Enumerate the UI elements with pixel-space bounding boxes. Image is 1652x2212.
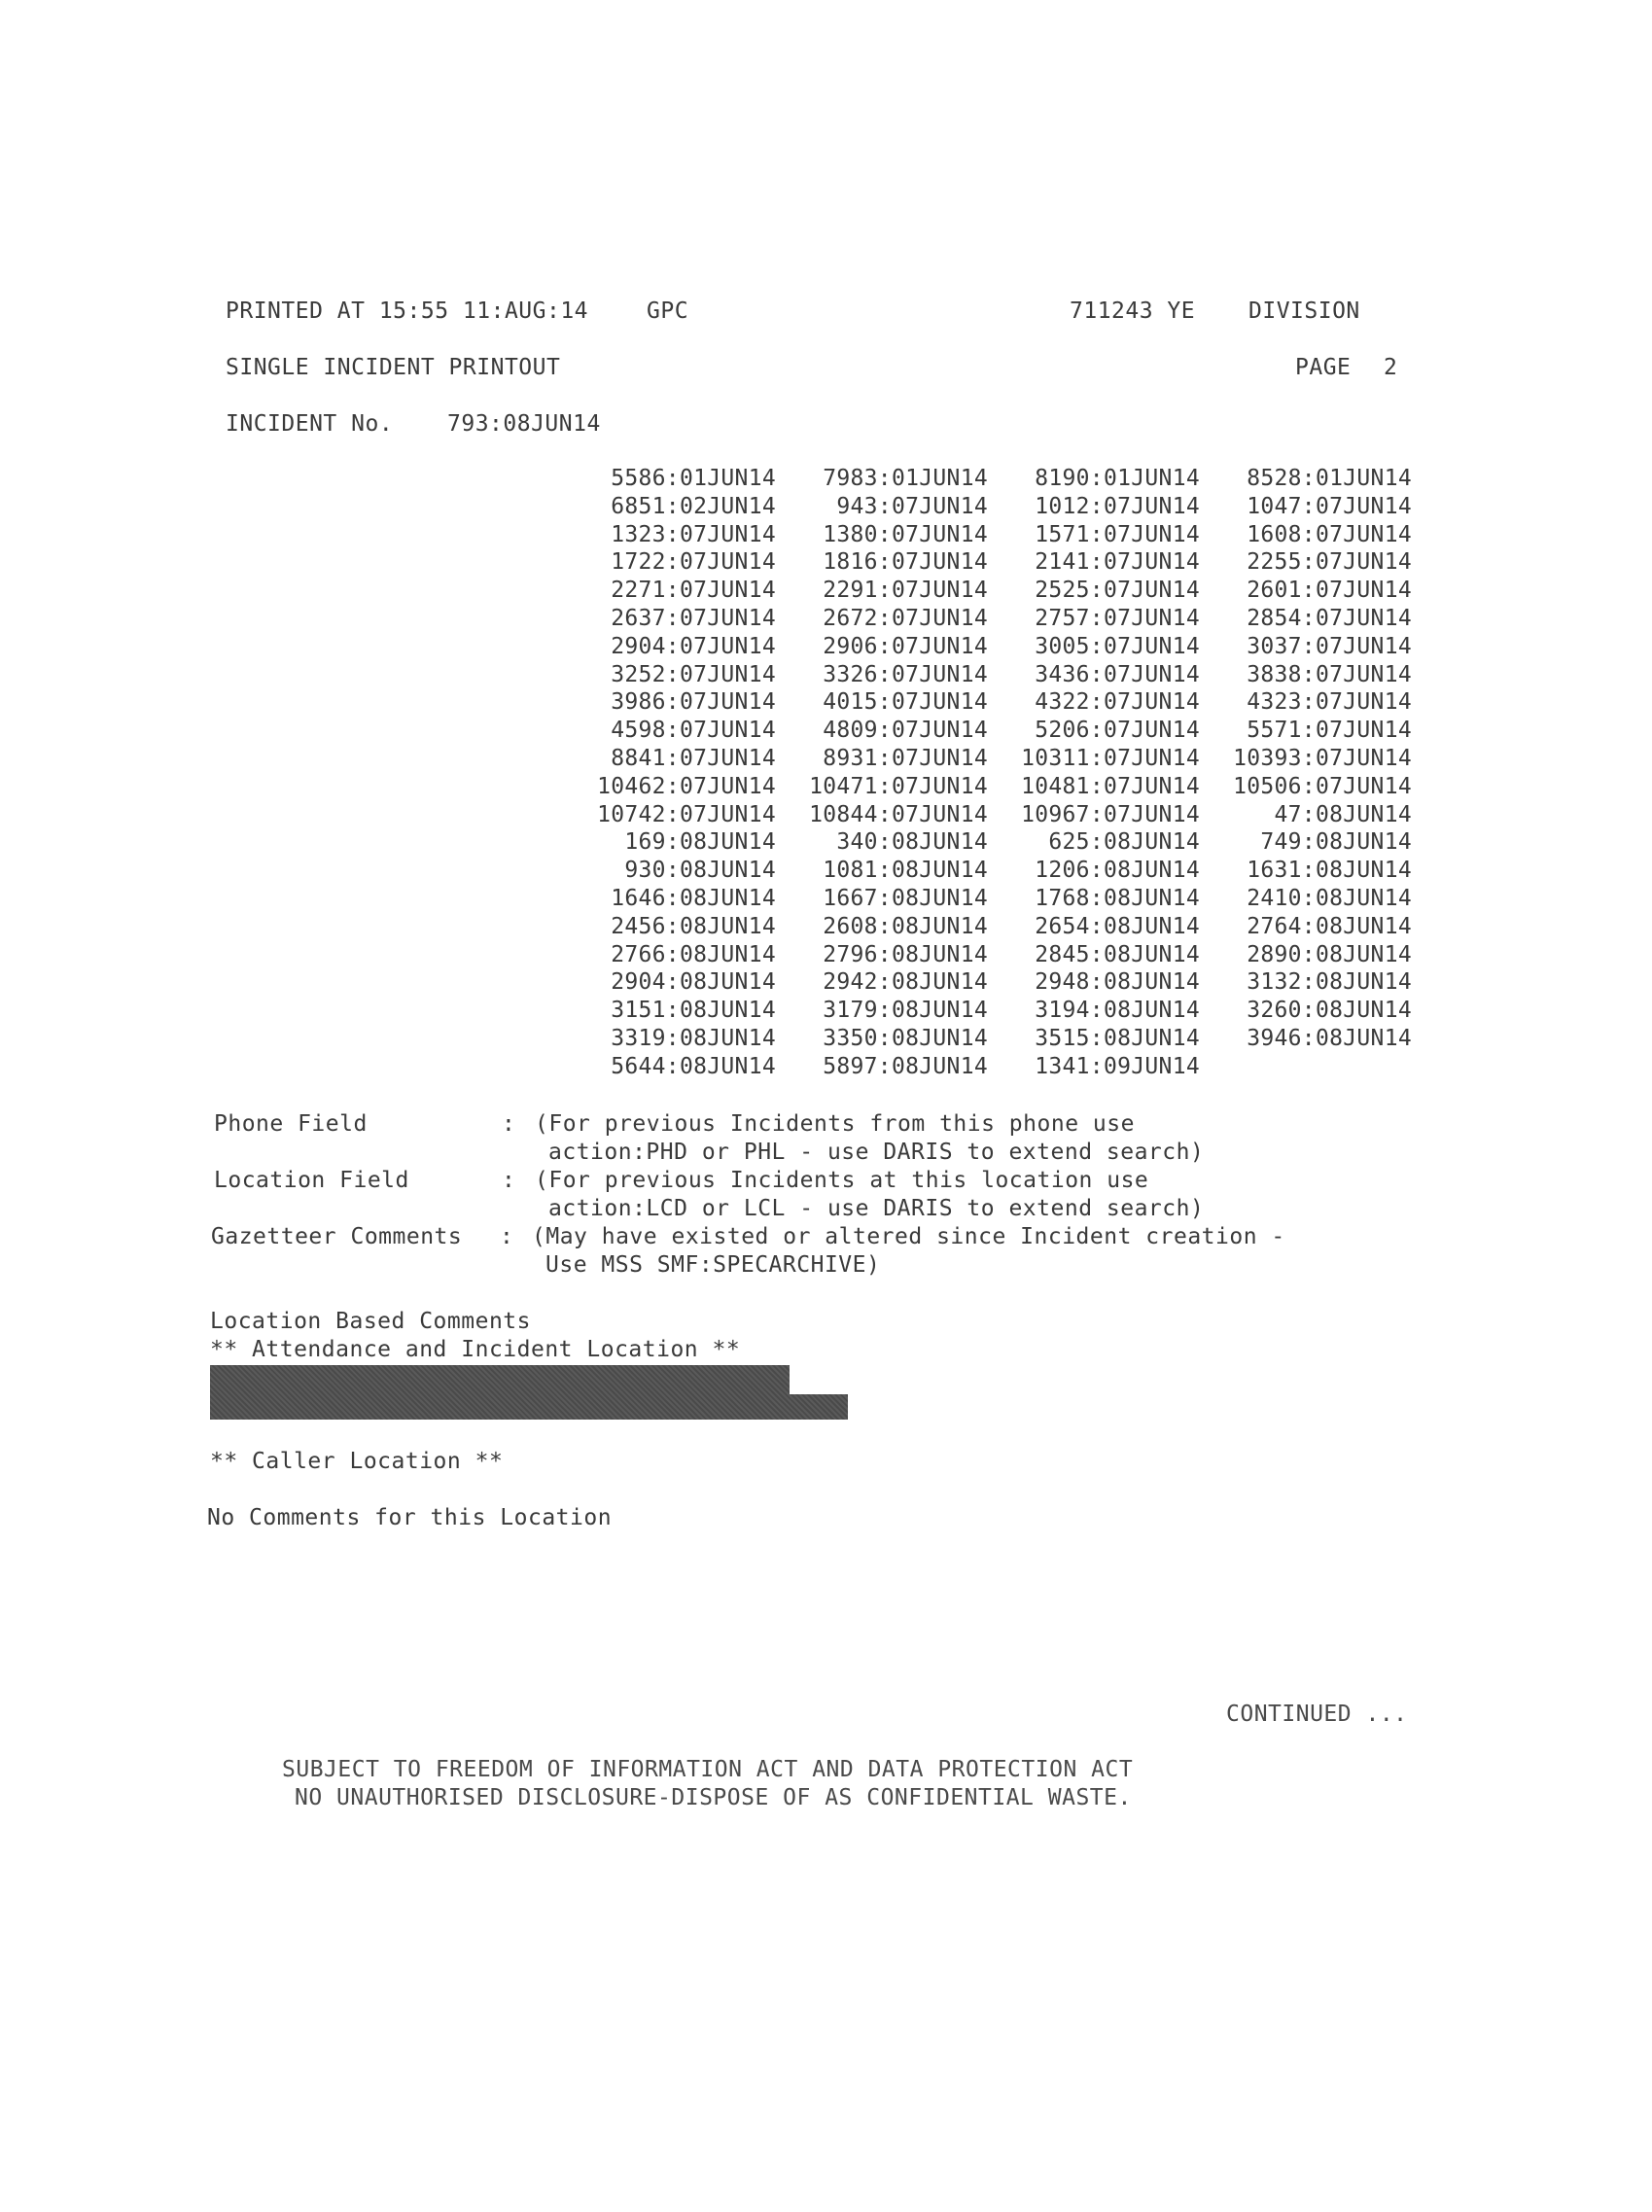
table-row — [564, 1025, 1412, 1053]
incident-ref-cell: 3319:08JUN14 — [611, 1025, 776, 1051]
org-code: GPC — [647, 298, 689, 324]
incident-ref-cell: 5644:08JUN14 — [611, 1053, 776, 1079]
incident-ref-cell: 2757:07JUN14 — [1035, 605, 1200, 631]
incident-ref-cell: 1722:07JUN14 — [611, 549, 776, 576]
incident-ref-cell: 2764:08JUN14 — [1247, 913, 1412, 939]
table-row — [564, 661, 1412, 689]
incident-ref-cell: 10967:07JUN14 — [1021, 801, 1200, 827]
incident-ref-cell: 3179:08JUN14 — [823, 998, 988, 1024]
incident-ref-cell: 625:08JUN14 — [1048, 829, 1200, 856]
phone-field-line2: action:PHD or PHL - use DARIS to extend search) — [548, 1140, 1205, 1165]
incident-ref-cell: 10844:07JUN14 — [809, 801, 988, 827]
incident-ref-cell: 3838:07JUN14 — [1247, 661, 1412, 687]
incident-ref-cell: 2654:08JUN14 — [1035, 913, 1200, 939]
incident-ref-cell: 7983:01JUN14 — [823, 466, 988, 491]
incident-ref-cell: 5897:08JUN14 — [823, 1053, 988, 1079]
incident-ref-cell: 8528:01JUN14 — [1247, 466, 1412, 491]
incident-ref-cell: 3436:07JUN14 — [1035, 661, 1200, 687]
continued-label: CONTINUED ... — [1226, 1702, 1408, 1727]
incident-label: INCIDENT No. — [226, 411, 394, 437]
incident-ref-cell: 3037:07JUN14 — [1247, 633, 1412, 659]
table-row — [564, 941, 1412, 969]
table-row — [564, 885, 1412, 913]
reference-code: 711243 YE — [1070, 298, 1196, 324]
incident-ref-cell: 2845:08JUN14 — [1035, 941, 1200, 967]
incident-ref-cell: 8841:07JUN14 — [611, 745, 776, 771]
incident-ref-cell: 10471:07JUN14 — [809, 773, 988, 799]
document-type: SINGLE INCIDENT PRINTOUT — [226, 355, 561, 380]
location-field-line1: (For previous Incidents at this location use — [535, 1168, 1149, 1193]
incident-ref-cell: 2890:08JUN14 — [1247, 941, 1412, 967]
page-number: 2 — [1384, 355, 1398, 380]
incident-ref-cell: 6851:02JUN14 — [611, 493, 776, 519]
incident-ref-cell: 1646:08JUN14 — [611, 885, 776, 911]
incident-ref-cell: 3326:07JUN14 — [823, 661, 988, 687]
incident-ref-cell: 4598:07JUN14 — [611, 718, 776, 744]
incident-ref-cell: 5586:01JUN14 — [611, 466, 776, 491]
incident-ref-cell: 3515:08JUN14 — [1035, 1025, 1200, 1051]
incident-number: 793:08JUN14 — [447, 411, 601, 437]
incident-ref-cell: 2637:07JUN14 — [611, 605, 776, 631]
caller-location-text: No Comments for this Location — [207, 1505, 613, 1530]
incident-ref-cell: 1012:07JUN14 — [1035, 493, 1200, 519]
location-field-label: Location Field — [214, 1168, 409, 1193]
caller-location-heading: ** Caller Location ** — [210, 1449, 504, 1474]
incident-ref-cell: 2672:07JUN14 — [823, 605, 988, 631]
incident-ref-cell: 3252:07JUN14 — [611, 661, 776, 687]
incident-ref-cell: 2608:08JUN14 — [823, 913, 988, 939]
incident-ref-cell: 943:07JUN14 — [836, 493, 988, 519]
table-row — [564, 857, 1412, 885]
division-label: DIVISION — [1248, 298, 1360, 324]
phone-field-colon: : — [502, 1111, 516, 1137]
printed-at: PRINTED AT 15:55 11:AUG:14 — [226, 298, 589, 324]
incident-ref-cell: 2141:07JUN14 — [1035, 549, 1200, 576]
gazetteer-line2: Use MSS SMF:SPECARCHIVE) — [545, 1252, 881, 1278]
phone-field-line1: (For previous Incidents from this phone use — [535, 1111, 1135, 1137]
incident-ref-cell: 2906:07JUN14 — [823, 633, 988, 659]
incident-ref-cell: 1571:07JUN14 — [1035, 521, 1200, 547]
page-label: PAGE — [1295, 355, 1352, 380]
incident-ref-cell: 3946:08JUN14 — [1247, 1025, 1412, 1051]
table-row — [564, 548, 1412, 577]
redaction-block — [210, 1365, 848, 1420]
incident-ref-cell: 2525:07JUN14 — [1035, 578, 1200, 604]
table-row — [564, 521, 1412, 549]
location-field-line2: action:LCD or LCL - use DARIS to extend search) — [548, 1196, 1205, 1221]
incident-ref-cell: 2291:07JUN14 — [823, 578, 988, 604]
related-incidents-table — [564, 465, 1412, 1081]
gazetteer-label: Gazetteer Comments — [211, 1224, 463, 1249]
table-row — [564, 717, 1412, 745]
incident-ref-cell: 10506:07JUN14 — [1233, 773, 1412, 799]
incident-ref-cell: 1081:08JUN14 — [823, 858, 988, 884]
redaction-notch — [790, 1365, 848, 1394]
incident-ref-cell: 10393:07JUN14 — [1233, 745, 1412, 771]
incident-ref-cell: 1047:07JUN14 — [1247, 493, 1412, 519]
related-incidents-body — [564, 465, 1412, 1081]
incident-ref-cell: 1768:08JUN14 — [1035, 885, 1200, 911]
gazetteer-line1: (May have existed or altered since Incident creation - — [532, 1224, 1285, 1249]
table-row — [564, 745, 1412, 773]
incident-ref-cell: 4323:07JUN14 — [1247, 689, 1412, 716]
incident-ref-cell — [1200, 1053, 1412, 1081]
incident-ref-cell: 4322:07JUN14 — [1035, 689, 1200, 716]
table-row — [564, 828, 1412, 857]
incident-ref-cell: 2456:08JUN14 — [611, 913, 776, 939]
incident-ref-cell: 1631:08JUN14 — [1247, 858, 1412, 884]
incident-ref-cell: 930:08JUN14 — [624, 858, 776, 884]
incident-ref-cell: 5571:07JUN14 — [1247, 718, 1412, 744]
incident-ref-cell: 3350:08JUN14 — [823, 1025, 988, 1051]
incident-ref-cell: 2904:08JUN14 — [611, 969, 776, 996]
incident-ref-cell: 3260:08JUN14 — [1247, 998, 1412, 1024]
incident-ref-cell: 3151:08JUN14 — [611, 998, 776, 1024]
table-row — [564, 605, 1412, 633]
incident-ref-cell: 1667:08JUN14 — [823, 885, 988, 911]
incident-ref-cell: 1341:09JUN14 — [1035, 1053, 1200, 1079]
incident-ref-cell: 3986:07JUN14 — [611, 689, 776, 716]
table-row — [564, 633, 1412, 661]
table-row — [564, 493, 1412, 521]
table-row — [564, 997, 1412, 1025]
incident-ref-cell: 2601:07JUN14 — [1247, 578, 1412, 604]
incident-ref-cell: 2942:08JUN14 — [823, 969, 988, 996]
incident-ref-cell: 5206:07JUN14 — [1035, 718, 1200, 744]
table-row — [564, 773, 1412, 801]
incident-ref-cell: 340:08JUN14 — [836, 829, 988, 856]
notice-line-2: NO UNAUTHORISED DISCLOSURE-DISPOSE OF AS CONFIDENTIAL WASTE. — [295, 1785, 1132, 1810]
incident-ref-cell: 10311:07JUN14 — [1021, 745, 1200, 771]
incident-ref-cell: 2854:07JUN14 — [1247, 605, 1412, 631]
incident-ref-cell: 10462:07JUN14 — [597, 773, 776, 799]
phone-field-label: Phone Field — [214, 1111, 368, 1137]
incident-ref-cell: 4809:07JUN14 — [823, 718, 988, 744]
incident-ref-cell: 3194:08JUN14 — [1035, 998, 1200, 1024]
incident-ref-cell: 47:08JUN14 — [1274, 801, 1412, 827]
table-row — [564, 801, 1412, 829]
incident-ref-cell: 1323:07JUN14 — [611, 521, 776, 547]
incident-ref-cell: 10481:07JUN14 — [1021, 773, 1200, 799]
incident-ref-cell: 10742:07JUN14 — [597, 801, 776, 827]
incident-ref-cell: 8190:01JUN14 — [1035, 466, 1200, 491]
table-row — [564, 688, 1412, 717]
incident-ref-cell: 2766:08JUN14 — [611, 941, 776, 967]
incident-ref-cell: 1380:07JUN14 — [823, 521, 988, 547]
incident-ref-cell: 2255:07JUN14 — [1247, 549, 1412, 576]
incident-ref-cell: 3132:08JUN14 — [1247, 969, 1412, 996]
incident-ref-cell: 2410:08JUN14 — [1247, 885, 1412, 911]
incident-ref-cell: 3005:07JUN14 — [1035, 633, 1200, 659]
incident-ref-cell: 2796:08JUN14 — [823, 941, 988, 967]
location-comments-heading: Location Based Comments — [210, 1309, 531, 1334]
incident-ref-cell: 2271:07JUN14 — [611, 578, 776, 604]
incident-ref-cell: 749:08JUN14 — [1260, 829, 1412, 856]
table-row — [564, 577, 1412, 605]
table-row — [564, 465, 1412, 493]
incident-ref-cell: 1608:07JUN14 — [1247, 521, 1412, 547]
incident-ref-cell: 2948:08JUN14 — [1035, 969, 1200, 996]
incident-ref-cell: 8931:07JUN14 — [823, 745, 988, 771]
attendance-location-heading: ** Attendance and Incident Location ** — [210, 1337, 741, 1362]
table-row — [564, 1053, 1412, 1081]
incident-ref-cell: 4015:07JUN14 — [823, 689, 988, 716]
table-row — [564, 968, 1412, 997]
incident-ref-cell: 1816:07JUN14 — [823, 549, 988, 576]
incident-ref-cell: 1206:08JUN14 — [1035, 858, 1200, 884]
location-field-colon: : — [502, 1168, 516, 1193]
gazetteer-colon: : — [500, 1224, 514, 1249]
table-row — [564, 913, 1412, 941]
notice-line-1: SUBJECT TO FREEDOM OF INFORMATION ACT AND DATA PROTECTION ACT — [282, 1757, 1134, 1782]
incident-ref-cell: 2904:07JUN14 — [611, 633, 776, 659]
incident-ref-cell: 169:08JUN14 — [624, 829, 776, 856]
